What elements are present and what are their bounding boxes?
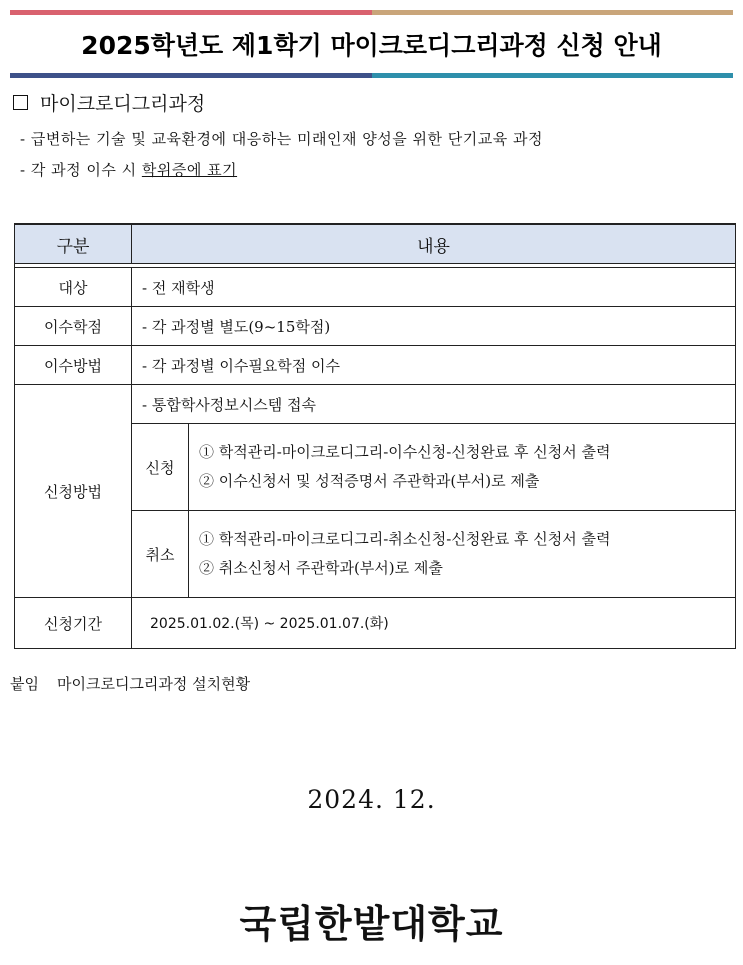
header-category: 구분	[15, 224, 132, 264]
apply-step-1: ① 학적관리-마이크로디그리-이수신청-신청완료 후 신청서 출력	[199, 443, 611, 461]
bottom-bar-teal-segment	[372, 73, 733, 78]
row-label-method: 이수방법	[15, 346, 132, 385]
sub-label-apply: 신청	[132, 424, 189, 511]
row-label-period: 신청기간	[15, 598, 132, 649]
bottom-bar-navy-segment	[10, 73, 372, 78]
section-heading	[13, 89, 205, 116]
table-row	[15, 268, 736, 307]
sub-content-cancel	[189, 511, 736, 598]
table-row	[15, 346, 736, 385]
apply-step-2: ② 이수신청서 및 성적증명서 주관학과(부서)로 제출	[199, 472, 540, 490]
description-bullet-1: - 급변하는 기술 및 교육환경에 대응하는 미래인재 양성을 위한 단기교육 과정	[20, 130, 543, 148]
bullet-2-underlined: 학위증에 표기	[141, 161, 238, 179]
title-bottom-bar	[10, 73, 733, 78]
checkbox-square-icon	[13, 95, 28, 110]
table-header-row	[15, 224, 736, 264]
cancel-step-2: ② 취소신청서 주관학과(부서)로 제출	[199, 559, 443, 577]
attachment-label: 붙임	[10, 675, 39, 693]
attachment-line	[10, 673, 250, 694]
header-content: 내용	[132, 224, 736, 264]
row-value-apply-intro: - 통합학사정보시스템 접속	[132, 385, 736, 424]
row-value-target: - 전 재학생	[132, 268, 736, 307]
bullet-2-prefix: - 각 과정 이수 시	[20, 161, 142, 179]
row-label-apply: 신청방법	[15, 385, 132, 598]
attachment-text: 마이크로디그리과정 설치현황	[56, 675, 251, 693]
document-date: 2024. 12.	[307, 785, 436, 814]
sub-label-cancel: 취소	[132, 511, 189, 598]
title-top-bar	[10, 10, 733, 15]
university-name: 국립한밭대학교	[239, 901, 504, 946]
sub-content-apply	[189, 424, 736, 511]
document-title: 2025학년도 제1학기 마이크로디그리과정 신청 안내	[81, 31, 662, 60]
row-label-target: 대상	[15, 268, 132, 307]
row-value-credits: - 각 과정별 별도(9~15학점)	[132, 307, 736, 346]
table-row	[15, 598, 736, 649]
description-bullet-2	[20, 159, 237, 180]
info-table	[14, 223, 736, 649]
row-value-period: 2025.01.02.(목) ~ 2025.01.07.(화)	[132, 598, 736, 649]
section-heading-text: 마이크로디그리과정	[40, 93, 206, 115]
row-label-credits: 이수학점	[15, 307, 132, 346]
row-value-method: - 각 과정별 이수필요학점 이수	[132, 346, 736, 385]
top-bar-tan-segment	[372, 10, 733, 15]
cancel-step-1: ① 학적관리-마이크로디그리-취소신청-신청완료 후 신청서 출력	[199, 530, 611, 548]
top-bar-red-segment	[10, 10, 372, 15]
table-row	[15, 385, 736, 424]
table-row	[15, 307, 736, 346]
